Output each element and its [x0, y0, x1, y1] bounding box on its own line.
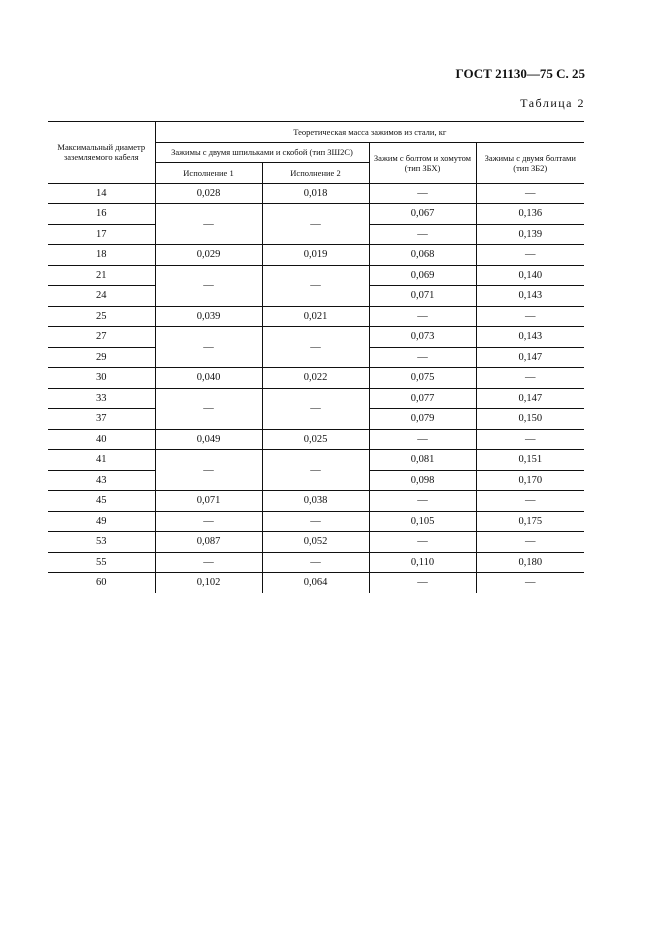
cell-diameter: 16 [48, 204, 155, 225]
cell-diameter: 53 [48, 532, 155, 553]
cell-variant-1: — [155, 204, 262, 245]
cell-diameter: 21 [48, 265, 155, 286]
cell-diameter: 55 [48, 552, 155, 573]
cell-zbx: — [369, 573, 476, 593]
cell-variant-1: 0,049 [155, 429, 262, 450]
cell-variant-2: — [262, 204, 369, 245]
table-row [48, 183, 584, 204]
cell-zbx: 0,073 [369, 327, 476, 348]
cell-zb2: 0,139 [476, 224, 584, 245]
cell-zbx: 0,110 [369, 552, 476, 573]
cell-variant-2: 0,052 [262, 532, 369, 553]
cell-zb2: 0,143 [476, 286, 584, 307]
cell-variant-2: 0,021 [262, 306, 369, 327]
table-row [48, 368, 584, 389]
cell-zb2: — [476, 532, 584, 553]
cell-zbx: — [369, 491, 476, 512]
cell-variant-1: 0,071 [155, 491, 262, 512]
cell-zb2: — [476, 573, 584, 593]
table-row [48, 429, 584, 450]
cell-zbx: — [369, 347, 476, 368]
cell-diameter: 30 [48, 368, 155, 389]
cell-zbx: 0,075 [369, 368, 476, 389]
header-zbx: Зажим с болтом и хомутом (тип ЗБХ) [369, 142, 476, 183]
cell-variant-2: 0,064 [262, 573, 369, 593]
cell-variant-1: — [155, 552, 262, 573]
cell-variant-2: — [262, 511, 369, 532]
cell-zb2: 0,147 [476, 388, 584, 409]
cell-variant-2: 0,019 [262, 245, 369, 266]
cell-variant-2: 0,025 [262, 429, 369, 450]
cell-variant-1: 0,087 [155, 532, 262, 553]
page-header: ГОСТ 21130—75 С. 25 [455, 66, 585, 81]
cell-diameter: 43 [48, 470, 155, 491]
table-row [48, 204, 584, 225]
cell-diameter: 18 [48, 245, 155, 266]
table-row [48, 265, 584, 286]
cell-diameter: 60 [96, 577, 107, 589]
table-row [48, 306, 584, 327]
cell-zb2: 0,151 [476, 450, 584, 471]
cell-variant-2: 0,018 [262, 183, 369, 204]
cell-diameter: 40 [48, 429, 155, 450]
cell-variant-1: — [155, 265, 262, 306]
cell-diameter: 33 [48, 388, 155, 409]
cell-zb2: — [476, 368, 584, 389]
cell-variant-1: — [155, 327, 262, 368]
cell-variant-1: 0,039 [155, 306, 262, 327]
cell-variant-1: — [155, 511, 262, 532]
cell-zb2: 0,147 [476, 347, 584, 368]
cell-diameter: 49 [48, 511, 155, 532]
cell-zb2: — [476, 429, 584, 450]
cell-zbx: 0,069 [369, 265, 476, 286]
table-row [48, 573, 584, 593]
cell-zbx: 0,077 [369, 388, 476, 409]
header-zb2: Зажимы с двумя болтами (тип ЗБ2) [476, 142, 584, 183]
cell-variant-2: — [262, 552, 369, 573]
cell-diameter: 25 [48, 306, 155, 327]
cell-diameter: 45 [48, 491, 155, 512]
table-label: Таблица 2 [520, 96, 585, 110]
cell-zbx: 0,081 [369, 450, 476, 471]
header-variant-2: Исполнение 2 [262, 163, 369, 184]
mass-table [48, 121, 584, 593]
cell-variant-2: — [262, 388, 369, 429]
cell-variant-1: 0,040 [155, 368, 262, 389]
cell-diameter: 27 [48, 327, 155, 348]
cell-zb2: 0,136 [476, 204, 584, 225]
table-row [48, 388, 584, 409]
cell-zb2: — [476, 491, 584, 512]
cell-zbx: — [369, 224, 476, 245]
header-mass: Теоретическая масса зажимов из стали, кг [155, 122, 584, 143]
cell-zbx: 0,105 [369, 511, 476, 532]
cell-zb2: 0,175 [476, 511, 584, 532]
cell-zbx: 0,067 [369, 204, 476, 225]
cell-diameter: 37 [48, 409, 155, 430]
table-row [48, 552, 584, 573]
cell-diameter: 41 [48, 450, 155, 471]
cell-variant-2: 0,022 [262, 368, 369, 389]
cell-variant-1: — [155, 388, 262, 429]
cell-variant-2: — [262, 265, 369, 306]
cell-zb2: — [476, 245, 584, 266]
header-diameter: Максимальный диаметр заземляемого кабеля [48, 122, 155, 184]
table-row [48, 245, 584, 266]
header-zsh2s: Зажимы с двумя шпильками и скобой (тип ЗШ2С) [155, 142, 369, 163]
cell-variant-2: — [262, 450, 369, 491]
cell-zbx: — [369, 183, 476, 204]
cell-zb2: 0,170 [476, 470, 584, 491]
cell-zb2: — [476, 183, 584, 204]
table-row [48, 532, 584, 553]
cell-variant-1: 0,028 [155, 183, 262, 204]
table-row [48, 450, 584, 471]
cell-diameter: 14 [48, 183, 155, 204]
cell-zbx: 0,071 [369, 286, 476, 307]
cell-variant-1: — [155, 450, 262, 491]
cell-zbx: — [369, 306, 476, 327]
table-row [48, 491, 584, 512]
cell-variant-1: 0,029 [155, 245, 262, 266]
cell-zbx: 0,068 [369, 245, 476, 266]
cell-zb2: — [476, 306, 584, 327]
table-row [48, 327, 584, 348]
cell-zbx: 0,079 [369, 409, 476, 430]
cell-zb2: 0,150 [476, 409, 584, 430]
cell-variant-2: — [262, 327, 369, 368]
cell-zb2: 0,143 [476, 327, 584, 348]
cell-zb2: 0,140 [476, 265, 584, 286]
cell-variant-2: 0,038 [262, 491, 369, 512]
cell-zbx: — [369, 532, 476, 553]
cell-diameter: 29 [48, 347, 155, 368]
cell-zbx: 0,098 [369, 470, 476, 491]
cell-zbx: — [369, 429, 476, 450]
header-variant-1: Исполнение 1 [155, 163, 262, 184]
cell-diameter: 24 [48, 286, 155, 307]
cell-variant-1: 0,102 [155, 573, 262, 593]
cell-diameter: 17 [48, 224, 155, 245]
table-row [48, 511, 584, 532]
cell-zb2: 0,180 [476, 552, 584, 573]
